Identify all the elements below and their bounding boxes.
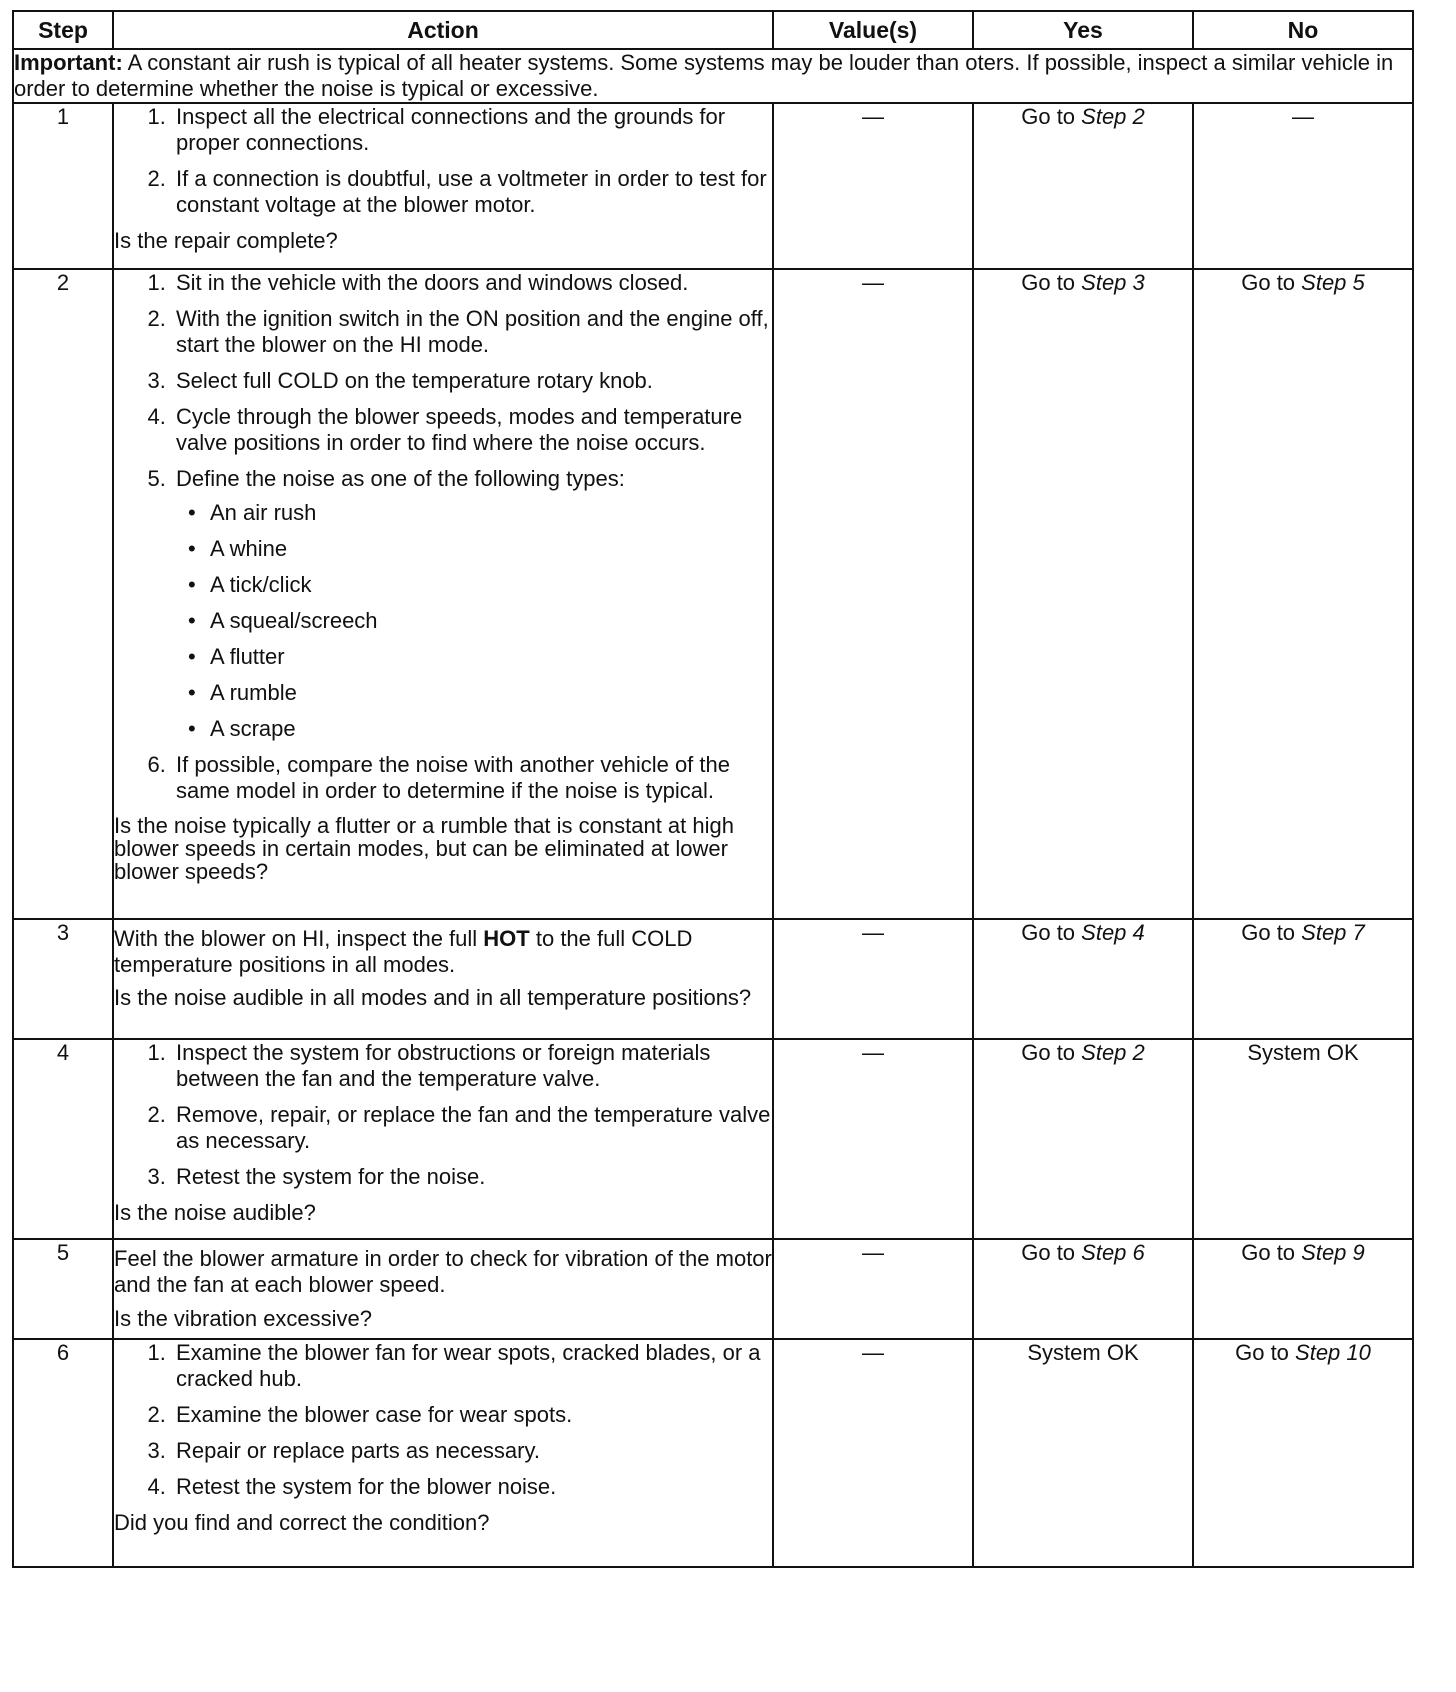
action-cell xyxy=(113,1239,773,1339)
table-row xyxy=(13,1039,1413,1239)
table-row xyxy=(13,919,1413,1039)
value-cell: — xyxy=(773,1239,973,1339)
yes-cell xyxy=(973,919,1193,1039)
goto-prefix: Go to xyxy=(1021,270,1082,295)
yes-step-link: Step 2 xyxy=(1081,104,1145,129)
yes-step-link: Step 3 xyxy=(1081,270,1145,295)
no-step-link: Step 9 xyxy=(1301,1240,1365,1265)
important-label: Important: xyxy=(14,50,123,75)
action-item: 3. Repair or replace parts as necessary. xyxy=(172,1438,772,1464)
step-number: 4 xyxy=(13,1039,113,1239)
question-text: Is the noise typically a flutter or a rumble that is constant at high blower speeds in certain modes, but can be eliminated at lower blower speeds? xyxy=(114,813,734,884)
action-item: 3. Retest the system for the noise. xyxy=(172,1164,772,1190)
step-number: 2 xyxy=(13,269,113,919)
diagnostic-table xyxy=(12,10,1414,1568)
action-cell xyxy=(113,103,773,269)
action-list xyxy=(114,270,772,804)
list-item: • A squeal/screech xyxy=(206,608,772,634)
no-step-link: Step 10 xyxy=(1295,1340,1371,1365)
action-item-text: Define the noise as one of the following types: xyxy=(176,466,625,491)
value-cell: — xyxy=(773,1039,973,1239)
list-item: • A whine xyxy=(206,536,772,562)
list-item: • A tick/click xyxy=(206,572,772,598)
action-text-emphasis: HOT xyxy=(483,926,530,951)
goto-prefix: Go to xyxy=(1021,1240,1082,1265)
important-note-row xyxy=(13,49,1413,103)
header-yes: Yes xyxy=(973,11,1193,49)
action-item: 3. Select full COLD on the temperature rotary knob. xyxy=(172,368,772,394)
table-row xyxy=(13,269,1413,919)
action-list xyxy=(114,104,772,218)
table-row xyxy=(13,1339,1413,1567)
action-item: 1. Inspect all the electrical connections and the grounds for proper connections. xyxy=(172,104,772,156)
yes-step-link: Step 4 xyxy=(1081,920,1145,945)
question-text: Is the noise audible? xyxy=(114,1200,316,1225)
action-text-part: With the blower on HI, inspect the full xyxy=(114,926,484,951)
table-row xyxy=(13,103,1413,269)
diagnostic-table-page xyxy=(12,10,1412,1568)
step-number: 1 xyxy=(13,103,113,269)
action-cell xyxy=(113,1039,773,1239)
table-row xyxy=(13,1239,1413,1339)
action-item xyxy=(172,466,772,742)
no-cell: — xyxy=(1193,103,1413,269)
question-text: Did you find and correct the condition? xyxy=(114,1510,490,1535)
yes-cell xyxy=(973,1039,1193,1239)
action-item: 1. Examine the blower fan for wear spots, cracked blades, or a cracked hub. xyxy=(172,1340,772,1392)
action-item: 2. If a connection is doubtful, use a voltmeter in order to test for constant voltage at the blower motor. xyxy=(172,166,772,218)
action-item: 6. If possible, compare the noise with another vehicle of the same model in order to determine if the noise is typical. xyxy=(172,752,772,804)
list-item: • An air rush xyxy=(206,500,772,526)
action-text-part: to the full COLD temperature positions in all modes. xyxy=(114,926,693,977)
no-step-link: Step 5 xyxy=(1301,270,1365,295)
step-number: 6 xyxy=(13,1339,113,1567)
action-item: 1. Sit in the vehicle with the doors and windows closed. xyxy=(172,270,772,296)
goto-prefix: Go to xyxy=(1021,920,1082,945)
action-cell xyxy=(113,1339,773,1567)
step-number: 3 xyxy=(13,919,113,1039)
step-number: 5 xyxy=(13,1239,113,1339)
goto-prefix: Go to xyxy=(1235,1340,1296,1365)
no-cell: System OK xyxy=(1193,1039,1413,1239)
value-cell: — xyxy=(773,919,973,1039)
goto-prefix: Go to xyxy=(1021,1040,1082,1065)
no-cell xyxy=(1193,1339,1413,1567)
action-item: 4. Retest the system for the blower noise. xyxy=(172,1474,772,1500)
yes-cell: System OK xyxy=(973,1339,1193,1567)
action-item: 4. Cycle through the blower speeds, modes and temperature valve positions in order to find where the noise occurs. xyxy=(172,404,772,456)
goto-prefix: Go to xyxy=(1241,1240,1302,1265)
action-text: Feel the blower armature in order to check for vibration of the motor and the fan at each blower speed. xyxy=(114,1246,772,1297)
no-step-link: Step 7 xyxy=(1301,920,1365,945)
action-cell xyxy=(113,269,773,919)
header-no: No xyxy=(1193,11,1413,49)
action-item: 2. Examine the blower case for wear spots. xyxy=(172,1402,772,1428)
no-cell xyxy=(1193,1239,1413,1339)
action-list xyxy=(114,1340,772,1500)
action-cell xyxy=(113,919,773,1039)
no-cell xyxy=(1193,269,1413,919)
value-cell: — xyxy=(773,1339,973,1567)
action-item: 2. With the ignition switch in the ON position and the engine off, start the blower on the HI mode. xyxy=(172,306,772,358)
yes-cell xyxy=(973,103,1193,269)
action-item: 2. Remove, repair, or replace the fan and the temperature valve as necessary. xyxy=(172,1102,772,1154)
header-step: Step xyxy=(13,11,113,49)
action-item: 1. Inspect the system for obstructions or foreign materials between the fan and the temperature valve. xyxy=(172,1040,772,1092)
action-text xyxy=(114,926,772,978)
value-cell: — xyxy=(773,103,973,269)
goto-prefix: Go to xyxy=(1241,270,1302,295)
value-cell: — xyxy=(773,269,973,919)
list-item: • A flutter xyxy=(206,644,772,670)
yes-step-link: Step 2 xyxy=(1081,1040,1145,1065)
action-list xyxy=(114,1040,772,1190)
question-text: Is the repair complete? xyxy=(114,228,338,253)
important-note xyxy=(13,49,1413,103)
header-row xyxy=(13,11,1413,49)
goto-prefix: Go to xyxy=(1021,104,1082,129)
yes-step-link: Step 6 xyxy=(1081,1240,1145,1265)
question-text: Is the noise audible in all modes and in all temperature positions? xyxy=(114,985,752,1010)
no-cell xyxy=(1193,919,1413,1039)
question-text: Is the vibration excessive? xyxy=(114,1306,373,1331)
yes-cell xyxy=(973,1239,1193,1339)
important-text: A constant air rush is typical of all heater systems. Some systems may be louder than oters. If possible, inspect a similar vehicle in order to determine whether the noise is typical or excessive. xyxy=(14,50,1394,101)
header-values: Value(s) xyxy=(773,11,973,49)
noise-type-list xyxy=(176,500,772,742)
goto-prefix: Go to xyxy=(1241,920,1302,945)
list-item: • A rumble xyxy=(206,680,772,706)
header-action: Action xyxy=(113,11,773,49)
list-item: • A scrape xyxy=(206,716,772,742)
yes-cell xyxy=(973,269,1193,919)
